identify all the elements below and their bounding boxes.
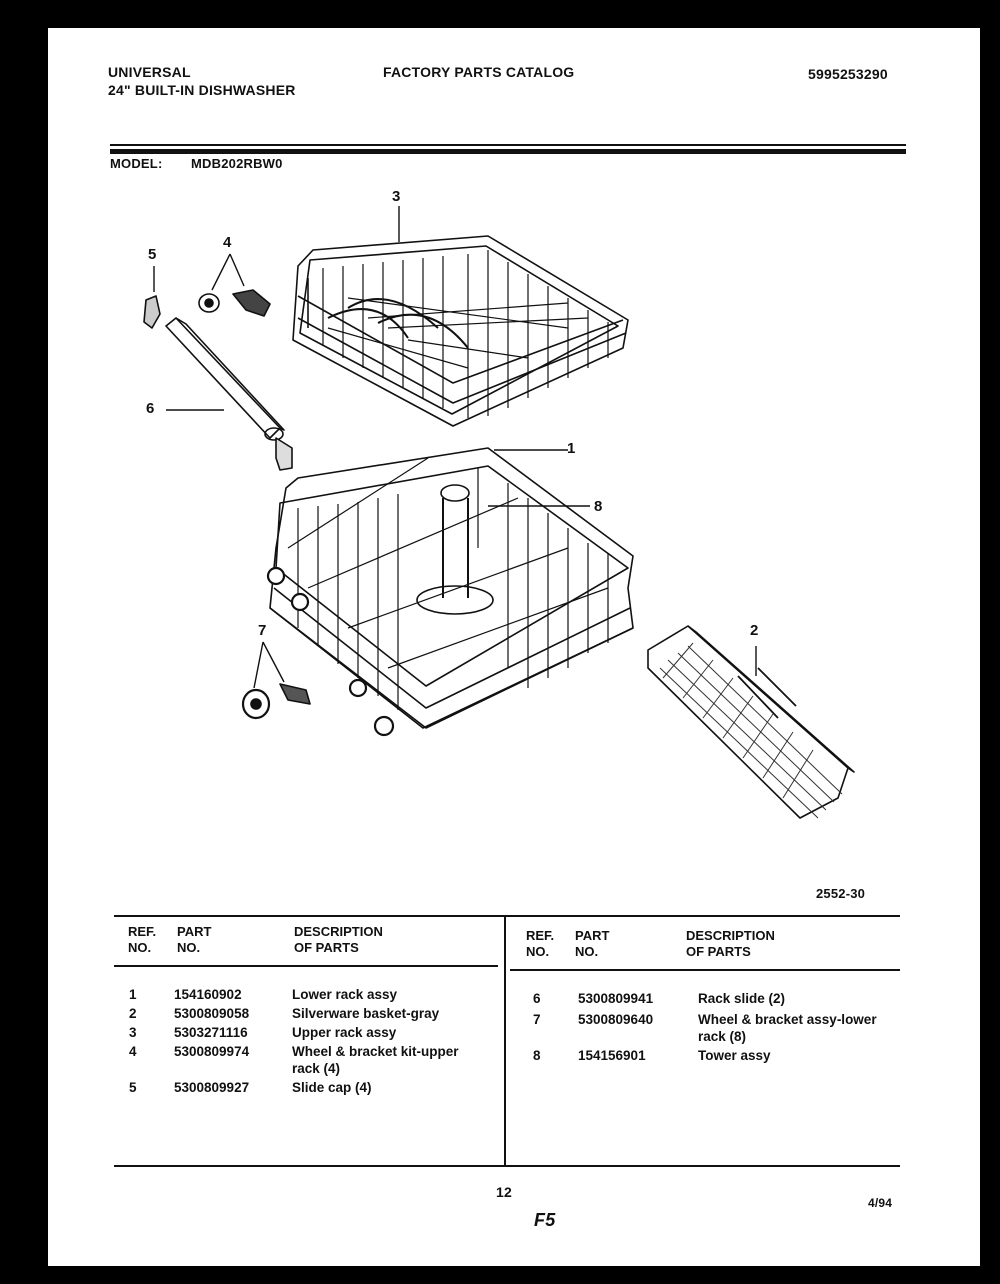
callout-8: 8: [594, 498, 603, 515]
part-row-desc: Wheel & bracket assy-lower rack (8): [698, 1012, 877, 1044]
callout-7: 7: [258, 622, 267, 639]
figure-id: 2552-30: [816, 886, 866, 901]
catalog-title: FACTORY PARTS CATALOG: [383, 64, 575, 80]
part-row-desc: Silverware basket-gray: [292, 1006, 440, 1021]
brand-name: UNIVERSAL: [108, 64, 191, 80]
part-row-part: 5303271116: [174, 1025, 248, 1040]
part-row-ref: 1: [129, 987, 137, 1002]
part-row-part: 5300809640: [578, 1012, 654, 1027]
upper-wheel-bracket-drawing: [199, 290, 270, 316]
col-desc-right: DESCRIPTION OF PARTS: [686, 928, 775, 959]
table-top-rule: [114, 915, 900, 917]
page-number: 12: [496, 1184, 512, 1200]
part-row-ref: 8: [533, 1048, 541, 1063]
catalog-number: 5995253290: [808, 66, 888, 82]
callout-6: 6: [146, 400, 155, 417]
section-code: F5: [534, 1210, 556, 1230]
callout-1: 1: [567, 440, 576, 457]
part-row-ref: 2: [129, 1006, 137, 1021]
part-row-part: 5300809974: [174, 1044, 250, 1059]
callout-5: 5: [148, 246, 157, 263]
rack-slide-drawing: [166, 318, 292, 470]
col-part-right: PART NO.: [575, 928, 610, 959]
callout-2: 2: [750, 622, 759, 639]
part-row-desc: Wheel & bracket kit-upper rack (4): [292, 1044, 459, 1076]
catalog-page: [48, 28, 980, 1266]
model-label: MODEL:: [110, 156, 163, 171]
part-row-desc: Tower assy: [698, 1048, 771, 1063]
col-ref-left: REF. NO.: [128, 924, 157, 955]
part-row-desc: Slide cap (4): [292, 1080, 372, 1095]
leader-7: [254, 642, 284, 688]
exploded-parts-diagram: [48, 28, 980, 888]
part-row-desc: Lower rack assy: [292, 987, 398, 1002]
col-desc-left: DESCRIPTION OF PARTS: [294, 924, 383, 955]
slide-cap-drawing: [144, 296, 160, 328]
leader-4: [212, 254, 244, 290]
silverware-basket-drawing: [648, 626, 854, 818]
part-row-ref: 7: [533, 1012, 541, 1027]
part-row-part: 5300809941: [578, 991, 654, 1006]
lower-wheel-bracket-drawing: [243, 684, 310, 718]
table-bottom-rule: [114, 1165, 900, 1167]
col-part-left: PART NO.: [177, 924, 212, 955]
print-date: 4/94: [868, 1196, 893, 1210]
lower-rack-drawing: [268, 448, 633, 735]
upper-rack-drawing: [293, 236, 628, 426]
model-value: MDB202RBW0: [191, 156, 283, 171]
table-header-rule-right: [510, 969, 900, 971]
table-divider: [504, 915, 506, 1167]
part-row-part: 154160902: [174, 987, 242, 1002]
part-row-ref: 3: [129, 1025, 137, 1040]
col-ref-right: REF. NO.: [526, 928, 555, 959]
part-row-desc: Upper rack assy: [292, 1025, 397, 1040]
part-row-ref: 4: [129, 1044, 137, 1059]
table-header-rule-left: [114, 965, 498, 967]
part-row-part: 5300809058: [174, 1006, 250, 1021]
part-row-ref: 5: [129, 1080, 137, 1095]
callout-4: 4: [223, 234, 232, 251]
part-row-part: 154156901: [578, 1048, 646, 1063]
callout-3: 3: [392, 188, 401, 205]
part-row-desc: Rack slide (2): [698, 991, 786, 1006]
part-row-ref: 6: [533, 991, 541, 1006]
product-name: 24" BUILT-IN DISHWASHER: [108, 82, 296, 98]
part-row-part: 5300809927: [174, 1080, 250, 1095]
